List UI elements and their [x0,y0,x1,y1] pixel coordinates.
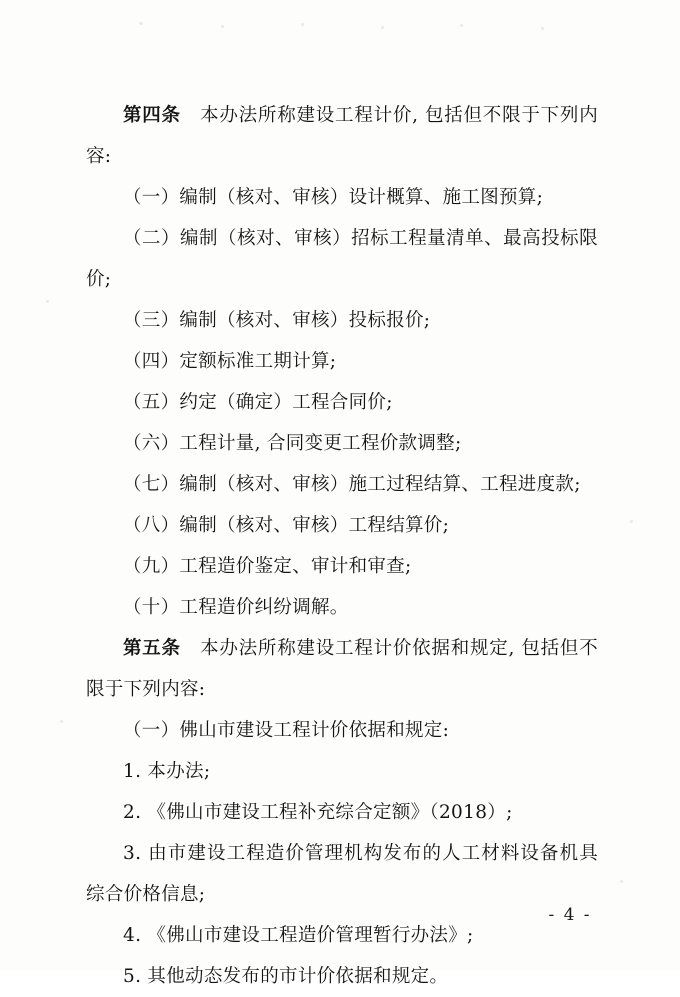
paper-speck [620,880,623,883]
sub-list-item-3: 3. 由市建设工程造价管理机构发布的人工材料设备机具综合价格信息; [86,843,598,905]
sub-list-item-2: 2. 《佛山市建设工程补充综合定额》（2018）; [123,802,513,823]
page-footer [0,905,680,925]
list-item-7: （七）编制（核对、审核）施工过程结算、工程进度款; [123,474,581,495]
paper-speck [301,23,304,26]
list-item-2: （二）编制（核对、审核）招标工程量清单、最高投标限价; [86,228,598,290]
paper-speck [139,22,143,25]
list-item-9: （九）工程造价鉴定、审计和审查; [123,556,412,577]
paper-speck [60,720,63,723]
article-5-label: 第五条 [123,638,201,659]
article-4-label: 第四条 [123,105,201,126]
sub-list-item-1: 1. 本办法; [123,761,211,782]
paper-speck [541,27,544,30]
document-body [86,95,598,997]
paragraph-article-5-intro [86,628,598,710]
list-item-10: （十）工程造价纠纷调解。 [123,597,349,618]
paragraph-article-4-intro [86,95,598,177]
paper-speck [221,25,224,28]
paper-speck [630,520,633,523]
list-item-6: （六）工程计量, 合同变更工程价款调整; [123,433,462,454]
sub-list-item-4: 4. 《佛山市建设工程造价管理暂行办法》; [123,925,474,946]
list-item-5-1: （一）佛山市建设工程计价依据和规定: [123,720,450,741]
paper-speck [46,300,49,303]
list-item-5: （五）约定（确定）工程合同价; [123,392,393,413]
list-item-4: （四）定额标准工期计算; [123,351,337,372]
list-item-3: （三）编制（核对、审核）投标报价; [123,310,431,331]
list-item-8: （八）编制（核对、审核）工程结算价; [123,515,450,536]
article-4-text: 本办法所称建设工程计价, 包括但不限于下列内容: [86,105,598,167]
paper-speck [381,26,384,29]
article-5-text: 本办法所称建设工程计价依据和规定, 包括但不限于下列内容: [86,638,598,700]
sub-list-item-5: 5. 其他动态发布的市计价依据和规定。 [123,966,449,987]
page-number: - 4 - [548,905,592,925]
list-item-1: （一）编制（核对、审核）设计概算、施工图预算; [123,187,544,208]
paper-speck [460,24,463,27]
